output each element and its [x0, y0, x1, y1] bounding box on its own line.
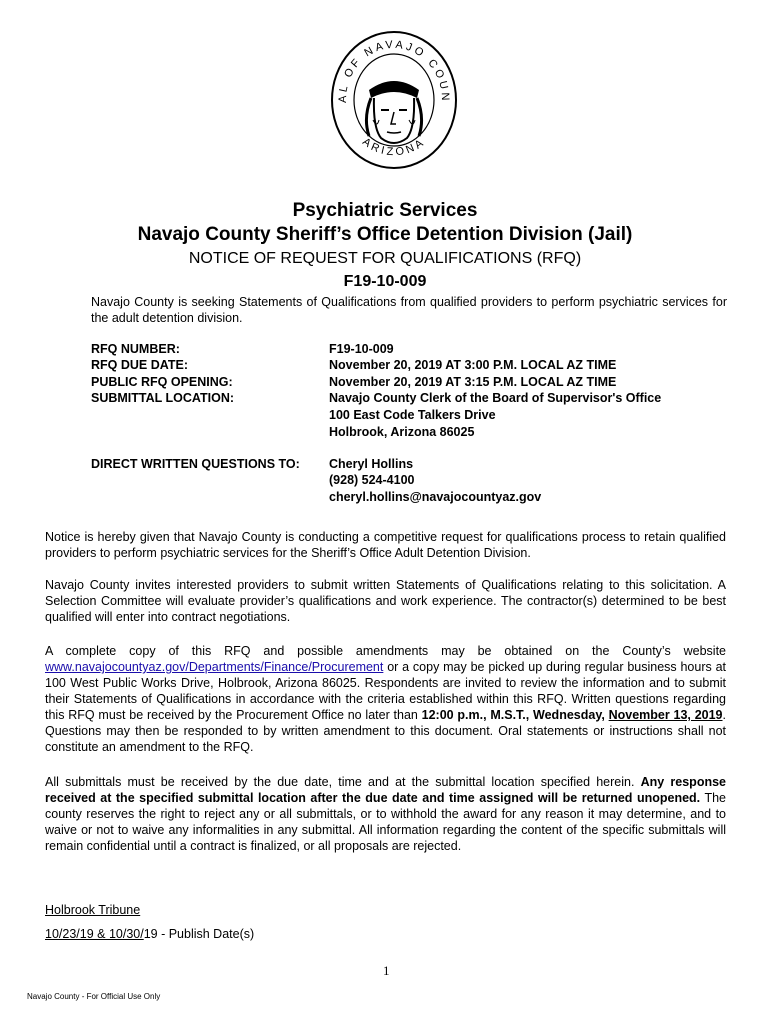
seal-bottom-text: ARIZONA	[360, 135, 428, 159]
paragraph-submittals	[45, 774, 726, 854]
page-subtitle: Navajo County Sheriff’s Office Detention Division (Jail)	[137, 224, 633, 245]
notice-heading: NOTICE OF REQUEST FOR QUALIFICATIONS (RFQ)	[188, 250, 582, 267]
seal-top-text: AL OF NAVAJO COUN	[336, 38, 452, 104]
footer-text: Navajo County - For Official Use Only	[27, 992, 161, 1001]
para3-deadline: 12:00 p.m., M.S.T., Wednesday,	[421, 708, 609, 722]
due-date-label: RFQ DUE DATE:	[91, 358, 188, 372]
para3-text-a: A complete copy of this RFQ and possible amendments may be obtained on the County’s website	[45, 644, 726, 658]
paragraph-invite: Navajo County invites interested providers to submit written Statements of Qualifications relating to this solicitation. A Selection Committee will evaluate provider’s qualifications and work experience. The contractor(s) determined to be best qualified will enter into contract negotiations.	[45, 578, 726, 624]
due-date-value: November 20, 2019 AT 3:00 P.M. LOCAL AZ TIME	[329, 358, 617, 372]
location-label: SUBMITTAL LOCATION:	[91, 391, 235, 405]
para3-text-b: or a copy may be picked up during regular business hours at 100 West Public Works Drive, Holbrook, Arizona 86025. Respondents are invited to review the information and to submit their Statements of Qualifications in accordance with the criteria established within this RFQ. Written questions regarding this RFQ must be received by the Procurement Office no later than	[45, 660, 726, 722]
para4-text-b: The county reserves the right to reject any or all submittals, or to withhold the award for any reason it may determine, and to waive or not to waive any informalities in any submittal. All information regarding the content of the specific submittals will remain confidential until a contract is finalized, or all proposals are rejected.	[45, 791, 726, 853]
para3-deadline-date: November 13, 2019	[608, 708, 723, 722]
publication-dates-rest: 19 - Publish Date(s)	[143, 927, 255, 941]
location-line3: Holbrook, Arizona 86025	[329, 425, 475, 439]
contact-phone: (928) 524-4100	[329, 473, 415, 487]
rfq-number-label: RFQ NUMBER:	[91, 342, 180, 356]
rfq-number-value: F19-10-009	[329, 342, 394, 356]
contact-email: cheryl.hollins@navajocountyaz.gov	[329, 490, 542, 504]
publication-dates	[45, 926, 254, 942]
location-line2: 100 East Code Talkers Drive	[329, 408, 496, 422]
svg-text:ARIZONA	[360, 136, 428, 159]
publication-dates-underlined: 10/23/19 & 10/30/	[45, 927, 144, 941]
county-seal	[329, 28, 459, 170]
para4-bold: Any response received at the specified submittal location after the due date and time assigned will be returned unopened.	[45, 775, 726, 805]
publication-paper	[45, 902, 140, 918]
page-title: Psychiatric Services	[292, 200, 478, 221]
page-number: 1	[383, 963, 390, 978]
paragraph-copy	[45, 643, 726, 755]
svg-text:SEAL OF NAVAJO COUNTY	[329, 28, 451, 104]
procurement-website-link[interactable]: www.navajocountyaz.gov/Departments/Finance/Procurement	[45, 660, 384, 674]
intro-paragraph: Navajo County is seeking Statements of Qualifications from qualified providers to perform psychiatric services for the adult detention division.	[91, 295, 727, 325]
opening-label: PUBLIC RFQ OPENING:	[91, 375, 233, 389]
publication-paper-name: Holbrook Tribune	[45, 903, 141, 917]
contact-name: Cheryl Hollins	[329, 457, 414, 471]
rfq-number-heading: F19-10-009	[343, 273, 427, 290]
paragraph-notice: Notice is hereby given that Navajo County is conducting a competitive request for qualifications process to retain qualified providers to perform psychiatric services for the Sheriff’s Office Adult Detention Division.	[45, 530, 726, 560]
seal-graphic	[329, 28, 459, 170]
location-line1: Navajo County Clerk of the Board of Supervisor's Office	[329, 391, 662, 405]
questions-label: DIRECT WRITTEN QUESTIONS TO:	[91, 457, 300, 471]
para3-text-c: . Questions may then be responded to by written amendment to this document. Oral statements or instructions shall not constitute an amendment to the RFQ.	[45, 708, 726, 754]
opening-value: November 20, 2019 AT 3:15 P.M. LOCAL AZ TIME	[329, 375, 617, 389]
para4-text-a: All submittals must be received by the due date, time and at the submittal location specified herein.	[45, 775, 641, 789]
